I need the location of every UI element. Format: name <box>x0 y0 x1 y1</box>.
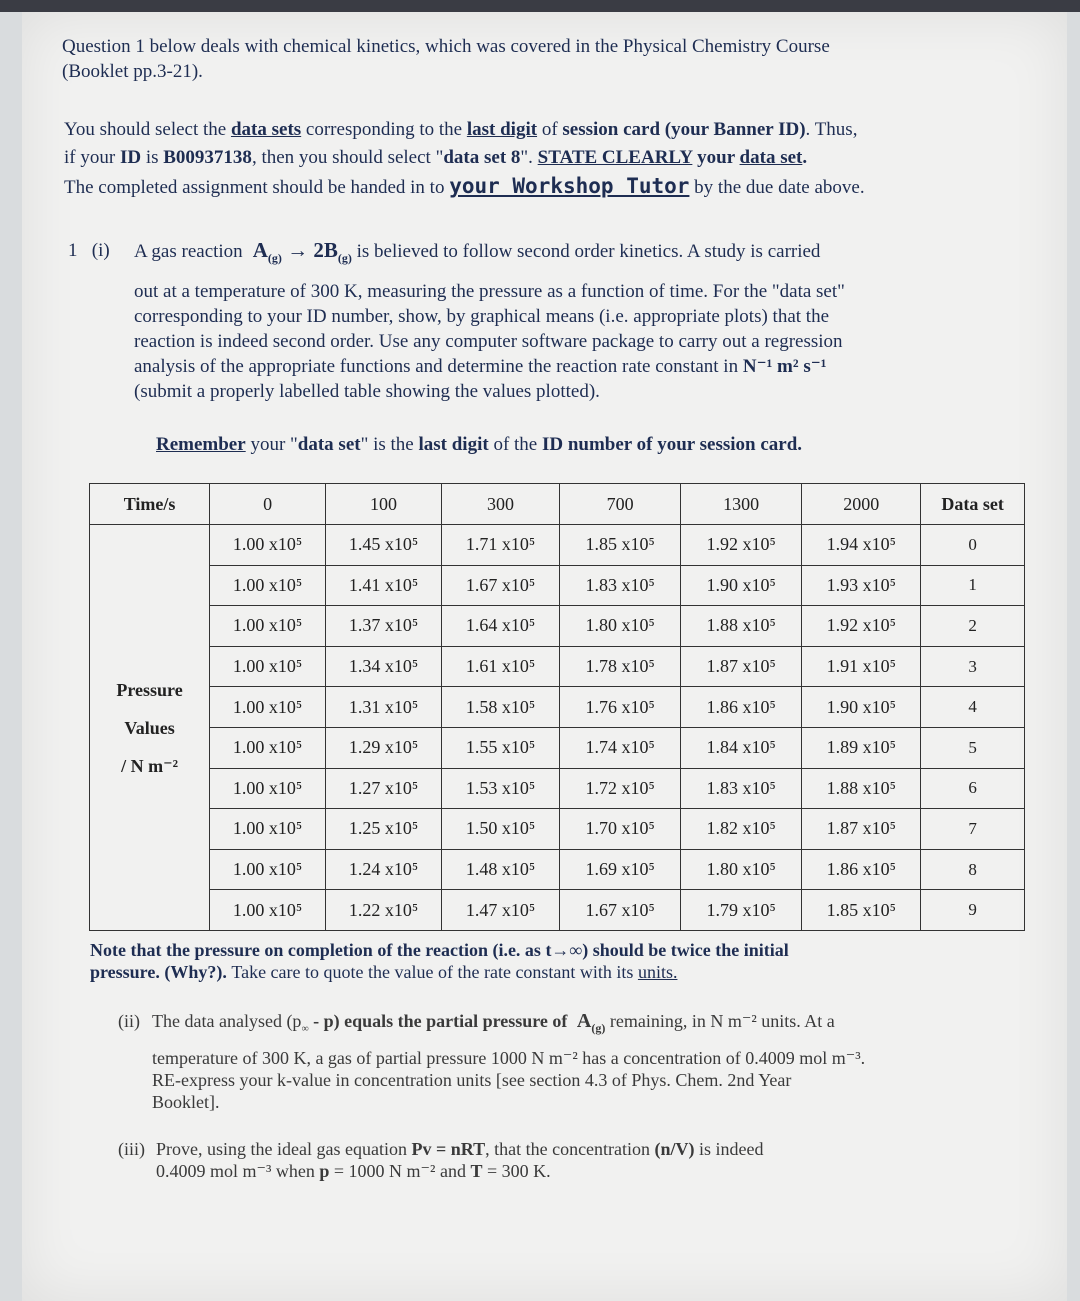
note-line-1: Note that the pressure on completion of the reaction (i.e. as t→∞) should be twice the initial <box>90 940 789 960</box>
emph-data-sets: data sets <box>230 119 302 140</box>
pressure-cell: 1.64 x10⁵ <box>442 606 560 647</box>
dataset-number-cell: 6 <box>921 768 1025 809</box>
table-row <box>90 687 1025 728</box>
pressure-cell: 1.69 x10⁵ <box>560 849 681 890</box>
instructions-line-2 <box>64 144 1024 172</box>
part-ii-line-3: RE-express your k-value in concentration units [see section 4.3 of Phys. Chem. 2nd Year <box>152 1069 792 1090</box>
pressure-cell: 1.70 x10⁵ <box>560 809 681 850</box>
pressure-cell: 1.85 x10⁵ <box>802 890 921 931</box>
pressure-cell: 1.00 x10⁵ <box>210 646 326 687</box>
table-row <box>90 809 1025 850</box>
text-span: your " <box>245 434 298 455</box>
table-header-row <box>90 484 1025 525</box>
emph-id: ID <box>119 147 142 168</box>
text-span: , that the concentration <box>485 1139 655 1159</box>
pressure-cell: 1.79 x10⁵ <box>681 890 802 931</box>
pressure-cell: 1.00 x10⁵ <box>210 525 326 566</box>
note-line-2 <box>90 961 990 983</box>
question-part-label: (i) <box>91 240 110 261</box>
intro-line-1: Question 1 below deals with chemical kinetics, which was covered in the Physical Chemistry Course <box>62 36 830 57</box>
part-ii-line-1 <box>152 1010 1032 1041</box>
table-row <box>90 849 1025 890</box>
emph-state-clearly: STATE CLEARLY <box>537 147 693 168</box>
question-line-4: reaction is indeed second order. Use any computer software package to carry out a regression <box>134 331 843 353</box>
pressure-symbol: p <box>319 1161 330 1181</box>
infinity-subscript: ∞ <box>301 1023 309 1035</box>
part-ii-line-2: temperature of 300 K, a gas of partial pressure 1000 N m⁻² has a concentration of 0.4009 mol m⁻³. <box>152 1047 866 1068</box>
pressure-cell: 1.58 x10⁵ <box>442 687 560 728</box>
pressure-cell: 1.22 x10⁵ <box>326 890 442 931</box>
pressure-cell: 1.86 x10⁵ <box>681 687 802 728</box>
dataset-number-cell: 1 <box>921 565 1025 606</box>
text-span: data set <box>297 434 361 455</box>
text-span: if your <box>64 147 120 168</box>
product-2b: 2B <box>313 238 338 262</box>
instructions-paragraph <box>64 116 1024 202</box>
pressure-cell: 1.93 x10⁵ <box>802 565 921 606</box>
gas-subscript: (g) <box>337 251 352 266</box>
text-span: remaining, in N m⁻² units. At a <box>609 1011 835 1031</box>
pressure-cell: 1.89 x10⁵ <box>802 727 921 768</box>
pressure-cell: 1.87 x10⁵ <box>681 646 802 687</box>
text-span: of <box>537 119 563 140</box>
pressure-cell: 1.80 x10⁵ <box>681 849 802 890</box>
question-line-1 <box>134 238 1024 271</box>
dataset-header: Data set <box>921 484 1025 525</box>
pressure-label-line: Values <box>124 717 175 738</box>
document-page <box>22 12 1067 1301</box>
time-col-0: 0 <box>210 484 326 525</box>
text-span: A gas reaction <box>134 241 243 262</box>
temperature-symbol: T <box>470 1161 483 1181</box>
time-header: Time/s <box>90 484 210 525</box>
question-line-6: (submit a properly labelled table showing the values plotted). <box>134 381 600 403</box>
dataset-number-cell: 2 <box>921 606 1025 647</box>
text-span: = 1000 N m⁻² and <box>329 1161 471 1181</box>
gas-subscript: (g) <box>591 1021 606 1035</box>
text-span: - p) equals the partial pressure of <box>308 1011 568 1031</box>
pressure-cell: 1.88 x10⁵ <box>681 606 802 647</box>
pressure-cell: 1.00 x10⁵ <box>210 565 326 606</box>
text-span: is <box>141 147 164 168</box>
dataset-number-cell: 4 <box>921 687 1025 728</box>
text-span: ". <box>520 147 538 168</box>
pressure-cell: 1.92 x10⁵ <box>802 606 921 647</box>
time-col-700: 700 <box>560 484 681 525</box>
intro-paragraph <box>62 34 1022 84</box>
gas-subscript: (g) <box>267 251 282 266</box>
pressure-cell: 1.87 x10⁵ <box>802 809 921 850</box>
pressure-cell: 1.78 x10⁵ <box>560 646 681 687</box>
dataset-number-cell: 5 <box>921 727 1025 768</box>
pressure-cell: 1.31 x10⁵ <box>326 687 442 728</box>
pressure-cell: 1.45 x10⁵ <box>326 525 442 566</box>
time-col-100: 100 <box>326 484 442 525</box>
pressure-cell: 1.00 x10⁵ <box>210 809 326 850</box>
emph-data-set: data set <box>739 147 803 168</box>
pressure-cell: 1.90 x10⁵ <box>802 687 921 728</box>
intro-line-2: (Booklet pp.3-21). <box>62 61 203 82</box>
table-row <box>90 525 1025 566</box>
text-span: of the <box>488 434 542 455</box>
example-id: B00937138 <box>163 147 252 168</box>
text-span: pressure. (Why?). <box>90 962 232 982</box>
dataset-number-cell: 9 <box>921 890 1025 931</box>
pressure-cell: 1.71 x10⁵ <box>442 525 560 566</box>
pressure-cell: 1.53 x10⁵ <box>442 768 560 809</box>
instructions-line-3 <box>64 172 1024 202</box>
dataset-number-cell: 8 <box>921 849 1025 890</box>
pressure-cell: 1.74 x10⁵ <box>560 727 681 768</box>
dataset-number-cell: 3 <box>921 646 1025 687</box>
text-span: is indeed <box>694 1139 764 1159</box>
pressure-cell: 1.67 x10⁵ <box>442 565 560 606</box>
time-col-2000: 2000 <box>802 484 921 525</box>
pressure-cell: 1.47 x10⁵ <box>442 890 560 931</box>
text-span: your <box>692 147 740 168</box>
dataset-number-cell: 0 <box>921 525 1025 566</box>
pressure-cell: 1.00 x10⁵ <box>210 849 326 890</box>
pressure-label-line: Pressure <box>116 679 183 700</box>
time-col-1300: 1300 <box>681 484 802 525</box>
question-line-2: out at a temperature of 300 K, measuring the pressure as a function of time. For the "data set" <box>134 281 845 303</box>
pressure-cell: 1.24 x10⁵ <box>326 849 442 890</box>
part-iii-label: (iii) <box>118 1139 145 1159</box>
table-row <box>90 646 1025 687</box>
pressure-cell: 1.90 x10⁵ <box>681 565 802 606</box>
emph-remember: Remember <box>156 434 246 455</box>
table-row <box>90 565 1025 606</box>
question-number-text: 1 <box>68 240 78 261</box>
text-span: = 300 K. <box>482 1161 551 1181</box>
text-span: Take care to quote the value of the rate constant with its <box>231 962 638 982</box>
part-iii-text <box>156 1138 1016 1182</box>
pressure-cell: 1.25 x10⁵ <box>326 809 442 850</box>
text-span: ID number of your session card. <box>541 434 803 455</box>
pressure-cell: 1.27 x10⁵ <box>326 768 442 809</box>
pressure-cell: 1.34 x10⁵ <box>326 646 442 687</box>
text-span: " is the <box>360 434 419 455</box>
table-row <box>90 727 1025 768</box>
part-iii-line-1 <box>156 1138 1016 1160</box>
text-span: , then you should select " <box>251 147 444 168</box>
text-span: last digit <box>418 434 489 455</box>
question-line-3: corresponding to your ID number, show, by graphical means (i.e. appropriate plots) that the <box>134 306 830 328</box>
pressure-cell: 1.00 x10⁵ <box>210 890 326 931</box>
table-row <box>90 768 1025 809</box>
example-data-set: data set 8 <box>443 147 521 168</box>
pressure-cell: 1.94 x10⁵ <box>802 525 921 566</box>
reaction-arrow: → <box>287 238 309 262</box>
pressure-cell: 1.76 x10⁵ <box>560 687 681 728</box>
rate-constant-units: N⁻¹ m² s⁻¹ <box>742 356 827 378</box>
pressure-cell: 1.91 x10⁵ <box>802 646 921 687</box>
pressure-cell: 1.61 x10⁵ <box>442 646 560 687</box>
pressure-cell: 1.00 x10⁵ <box>210 687 326 728</box>
text-span: is believed to follow second order kinetics. A study is carried <box>356 241 821 262</box>
text-span: You should select the <box>64 119 231 140</box>
pressure-cell: 1.48 x10⁵ <box>442 849 560 890</box>
reactant-a: A <box>576 1010 592 1032</box>
pressure-cell: 1.80 x10⁵ <box>560 606 681 647</box>
pressure-cell: 1.83 x10⁵ <box>681 768 802 809</box>
top-bezel <box>0 0 1080 12</box>
part-ii-line-4: Booklet]. <box>152 1091 220 1112</box>
emph-last-digit: last digit <box>466 119 538 140</box>
pressure-row-label <box>90 525 210 931</box>
pressure-data-table <box>89 483 1025 931</box>
text-span: . <box>802 147 808 168</box>
part-ii-text <box>152 1010 1032 1113</box>
table-row <box>90 606 1025 647</box>
pressure-cell: 1.37 x10⁵ <box>326 606 442 647</box>
text-span: Prove, using the ideal gas equation <box>156 1139 412 1159</box>
pressure-cell: 1.72 x10⁵ <box>560 768 681 809</box>
ideal-gas-equation: Pv = nRT <box>411 1139 486 1159</box>
text-span: corresponding to the <box>301 119 467 140</box>
text-span: 0.4009 mol m⁻³ when <box>156 1161 320 1181</box>
pressure-cell: 1.84 x10⁵ <box>681 727 802 768</box>
text-span: analysis of the appropriate functions and determine the reaction rate constant in <box>134 356 739 378</box>
pressure-cell: 1.41 x10⁵ <box>326 565 442 606</box>
question-number <box>68 238 110 263</box>
pressure-cell: 1.86 x10⁵ <box>802 849 921 890</box>
question-1i-text <box>134 238 1024 404</box>
note-paragraph <box>90 939 990 983</box>
part-ii-label: (ii) <box>118 1011 140 1031</box>
text-span: . Thus, <box>805 119 858 140</box>
pressure-cell: 1.85 x10⁵ <box>560 525 681 566</box>
emph-workshop-tutor: your Workshop Tutor <box>449 174 690 198</box>
question-line-5 <box>134 354 1024 379</box>
instructions-line-1 <box>64 116 1024 144</box>
pressure-label-line: / N m⁻² <box>121 755 178 776</box>
table-row <box>90 890 1025 931</box>
part-iii-line-2 <box>156 1160 1016 1182</box>
text-span: The data analysed (p <box>152 1011 302 1031</box>
reactant-a: A <box>252 238 268 262</box>
pressure-cell: 1.82 x10⁵ <box>681 809 802 850</box>
remember-note <box>156 432 1016 457</box>
pressure-cell: 1.29 x10⁵ <box>326 727 442 768</box>
time-col-300: 300 <box>442 484 560 525</box>
pressure-cell: 1.83 x10⁵ <box>560 565 681 606</box>
dataset-number-cell: 7 <box>921 809 1025 850</box>
pressure-cell: 1.00 x10⁵ <box>210 606 326 647</box>
pressure-cell: 1.00 x10⁵ <box>210 727 326 768</box>
pressure-cell: 1.00 x10⁵ <box>210 768 326 809</box>
pressure-cell: 1.50 x10⁵ <box>442 809 560 850</box>
pressure-cell: 1.55 x10⁵ <box>442 727 560 768</box>
pressure-cell: 1.67 x10⁵ <box>560 890 681 931</box>
concentration-symbol: (n/V) <box>654 1139 695 1159</box>
text-span: The completed assignment should be handed in to <box>64 177 450 198</box>
pressure-cell: 1.88 x10⁵ <box>802 768 921 809</box>
text-span: by the due date above. <box>689 177 865 198</box>
pressure-cell: 1.92 x10⁵ <box>681 525 802 566</box>
emph-units: units. <box>637 962 678 982</box>
emph-session-card: session card (your Banner ID) <box>562 119 806 140</box>
